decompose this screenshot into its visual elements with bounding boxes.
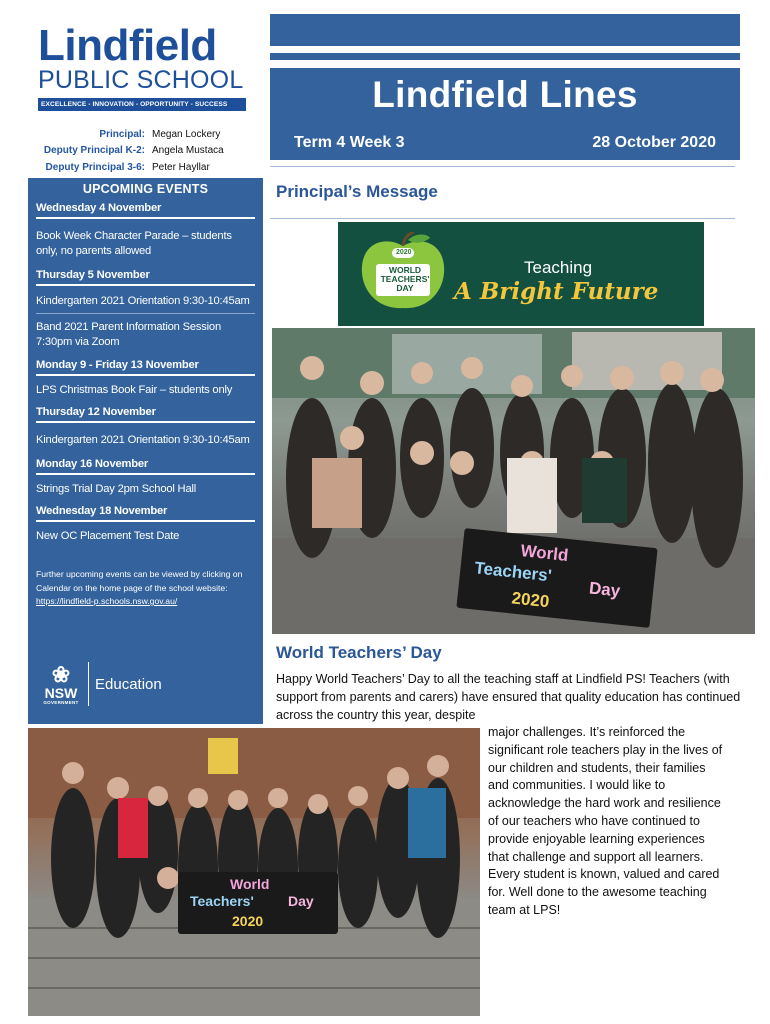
divider	[270, 218, 735, 219]
logo-subname: PUBLIC SCHOOL	[38, 66, 244, 94]
school-website-link[interactable]: https://lindfield-p.schools.nsw.gov.au/	[36, 596, 178, 606]
upcoming-events-panel	[28, 178, 263, 724]
sign-line3: Day	[288, 893, 314, 909]
logo-name: Lindfield	[38, 21, 217, 70]
event-item: LPS Christmas Book Fair – students only	[36, 384, 233, 396]
staff-row-deputy-k2	[30, 143, 262, 160]
event-date: Thursday 5 November	[36, 265, 255, 286]
waratah-icon: ❀	[51, 661, 71, 687]
footnote-text: Further upcoming events can be viewed by clicking on Calendar on the home page of the school website:	[36, 569, 243, 593]
event-item: Kindergarten 2021 Orientation 9:30-10:45am	[36, 434, 250, 446]
staff-role: Principal:	[99, 128, 145, 140]
upcoming-events-heading: UPCOMING EVENTS	[82, 182, 209, 196]
logo-tagline: EXCELLENCE - INNOVATION - OPPORTUNITY - SUCCESS	[38, 98, 246, 111]
principal-message-heading: Principal’s Message	[276, 182, 438, 201]
event-item: Book Week Character Parade – students only, no parents allowed	[36, 230, 232, 257]
article-paragraph-wide: Happy World Teachers’ Day to all the teaching staff at Lindfield PS! Teachers (with support from parents and carers) have ensured that quality education has continued across the country this year, despite	[276, 672, 741, 722]
banner-bright-future-text: A Bright Future	[454, 278, 659, 305]
article-heading: World Teachers’ Day	[276, 643, 442, 662]
logo-divider	[88, 662, 89, 706]
staff-row-deputy-36	[30, 159, 262, 176]
event-item: Strings Trial Day 2pm School Hall	[36, 483, 197, 495]
staff-name: Peter Hayllar	[152, 161, 210, 173]
banner-teaching-text: Teaching	[524, 258, 593, 277]
event-date: Monday 16 November	[36, 454, 255, 475]
nsw-abbr: NSW	[44, 684, 78, 701]
event-item: Band 2021 Parent Information Session 7:30pm via Zoom	[36, 321, 221, 348]
event-item: New OC Placement Test Date	[36, 530, 180, 542]
event-item: Kindergarten 2021 Orientation 9:30-10:45am	[36, 286, 255, 314]
nsw-education-logo	[38, 662, 162, 706]
article-paragraph-narrow: major challenges. It’s reinforced the significant role teachers play in the lives of our children and students, their families and communities. I would like to acknowledge the hard work and resilience of our teachers who have continued to provide enjoyable learning experiences that challenge and support all learners. Every student is known, valued and cared for. Well done to the awesome teaching team at LPS!	[488, 725, 723, 917]
staff-group-photo	[272, 328, 755, 634]
divider	[270, 166, 735, 167]
staff-stairs-photo	[28, 728, 480, 1016]
newsletter-term: Term 4 Week 3	[294, 134, 405, 151]
badge-year: 2020	[396, 249, 412, 256]
sign-line4: 2020	[510, 588, 551, 612]
newsletter-title: Lindfield Lines	[372, 74, 638, 115]
nsw-waratah-logo	[38, 661, 84, 705]
sign-line1: World	[519, 541, 570, 566]
wtd-banner-image	[338, 222, 704, 326]
event-date: Wednesday 4 November	[36, 198, 255, 219]
newsletter-banner	[270, 68, 740, 160]
staff-role: Deputy Principal K-2:	[43, 145, 145, 157]
sign-line2: Teachers'	[473, 558, 553, 586]
school-logo	[38, 21, 246, 111]
staff-role: Deputy Principal 3-6:	[45, 161, 145, 173]
staff-row-principal	[30, 126, 262, 143]
staff-name: Angela Mustaca	[152, 145, 224, 157]
sign-line4: 2020	[232, 913, 264, 929]
header-stripe	[270, 14, 740, 46]
sign-line2: Teachers'	[190, 893, 254, 909]
event-date: Thursday 12 November	[36, 402, 255, 423]
staff-name: Megan Lockery	[152, 128, 221, 140]
badge-text: WORLD TEACHERS' DAY	[380, 265, 430, 293]
sign-line3: Day	[588, 578, 622, 601]
event-date: Wednesday 18 November	[36, 501, 255, 522]
staff-list	[30, 126, 262, 176]
event-date: Monday 9 - Friday 13 November	[36, 355, 255, 376]
sign-line1: World	[230, 876, 270, 892]
header-stripe-thin	[270, 53, 740, 60]
wtd-sign	[178, 872, 338, 934]
nsw-department: Education	[95, 675, 162, 693]
events-footnote	[36, 568, 255, 609]
nsw-government: GOVERNMENT	[43, 699, 79, 705]
newsletter-date: 28 October 2020	[592, 134, 716, 151]
